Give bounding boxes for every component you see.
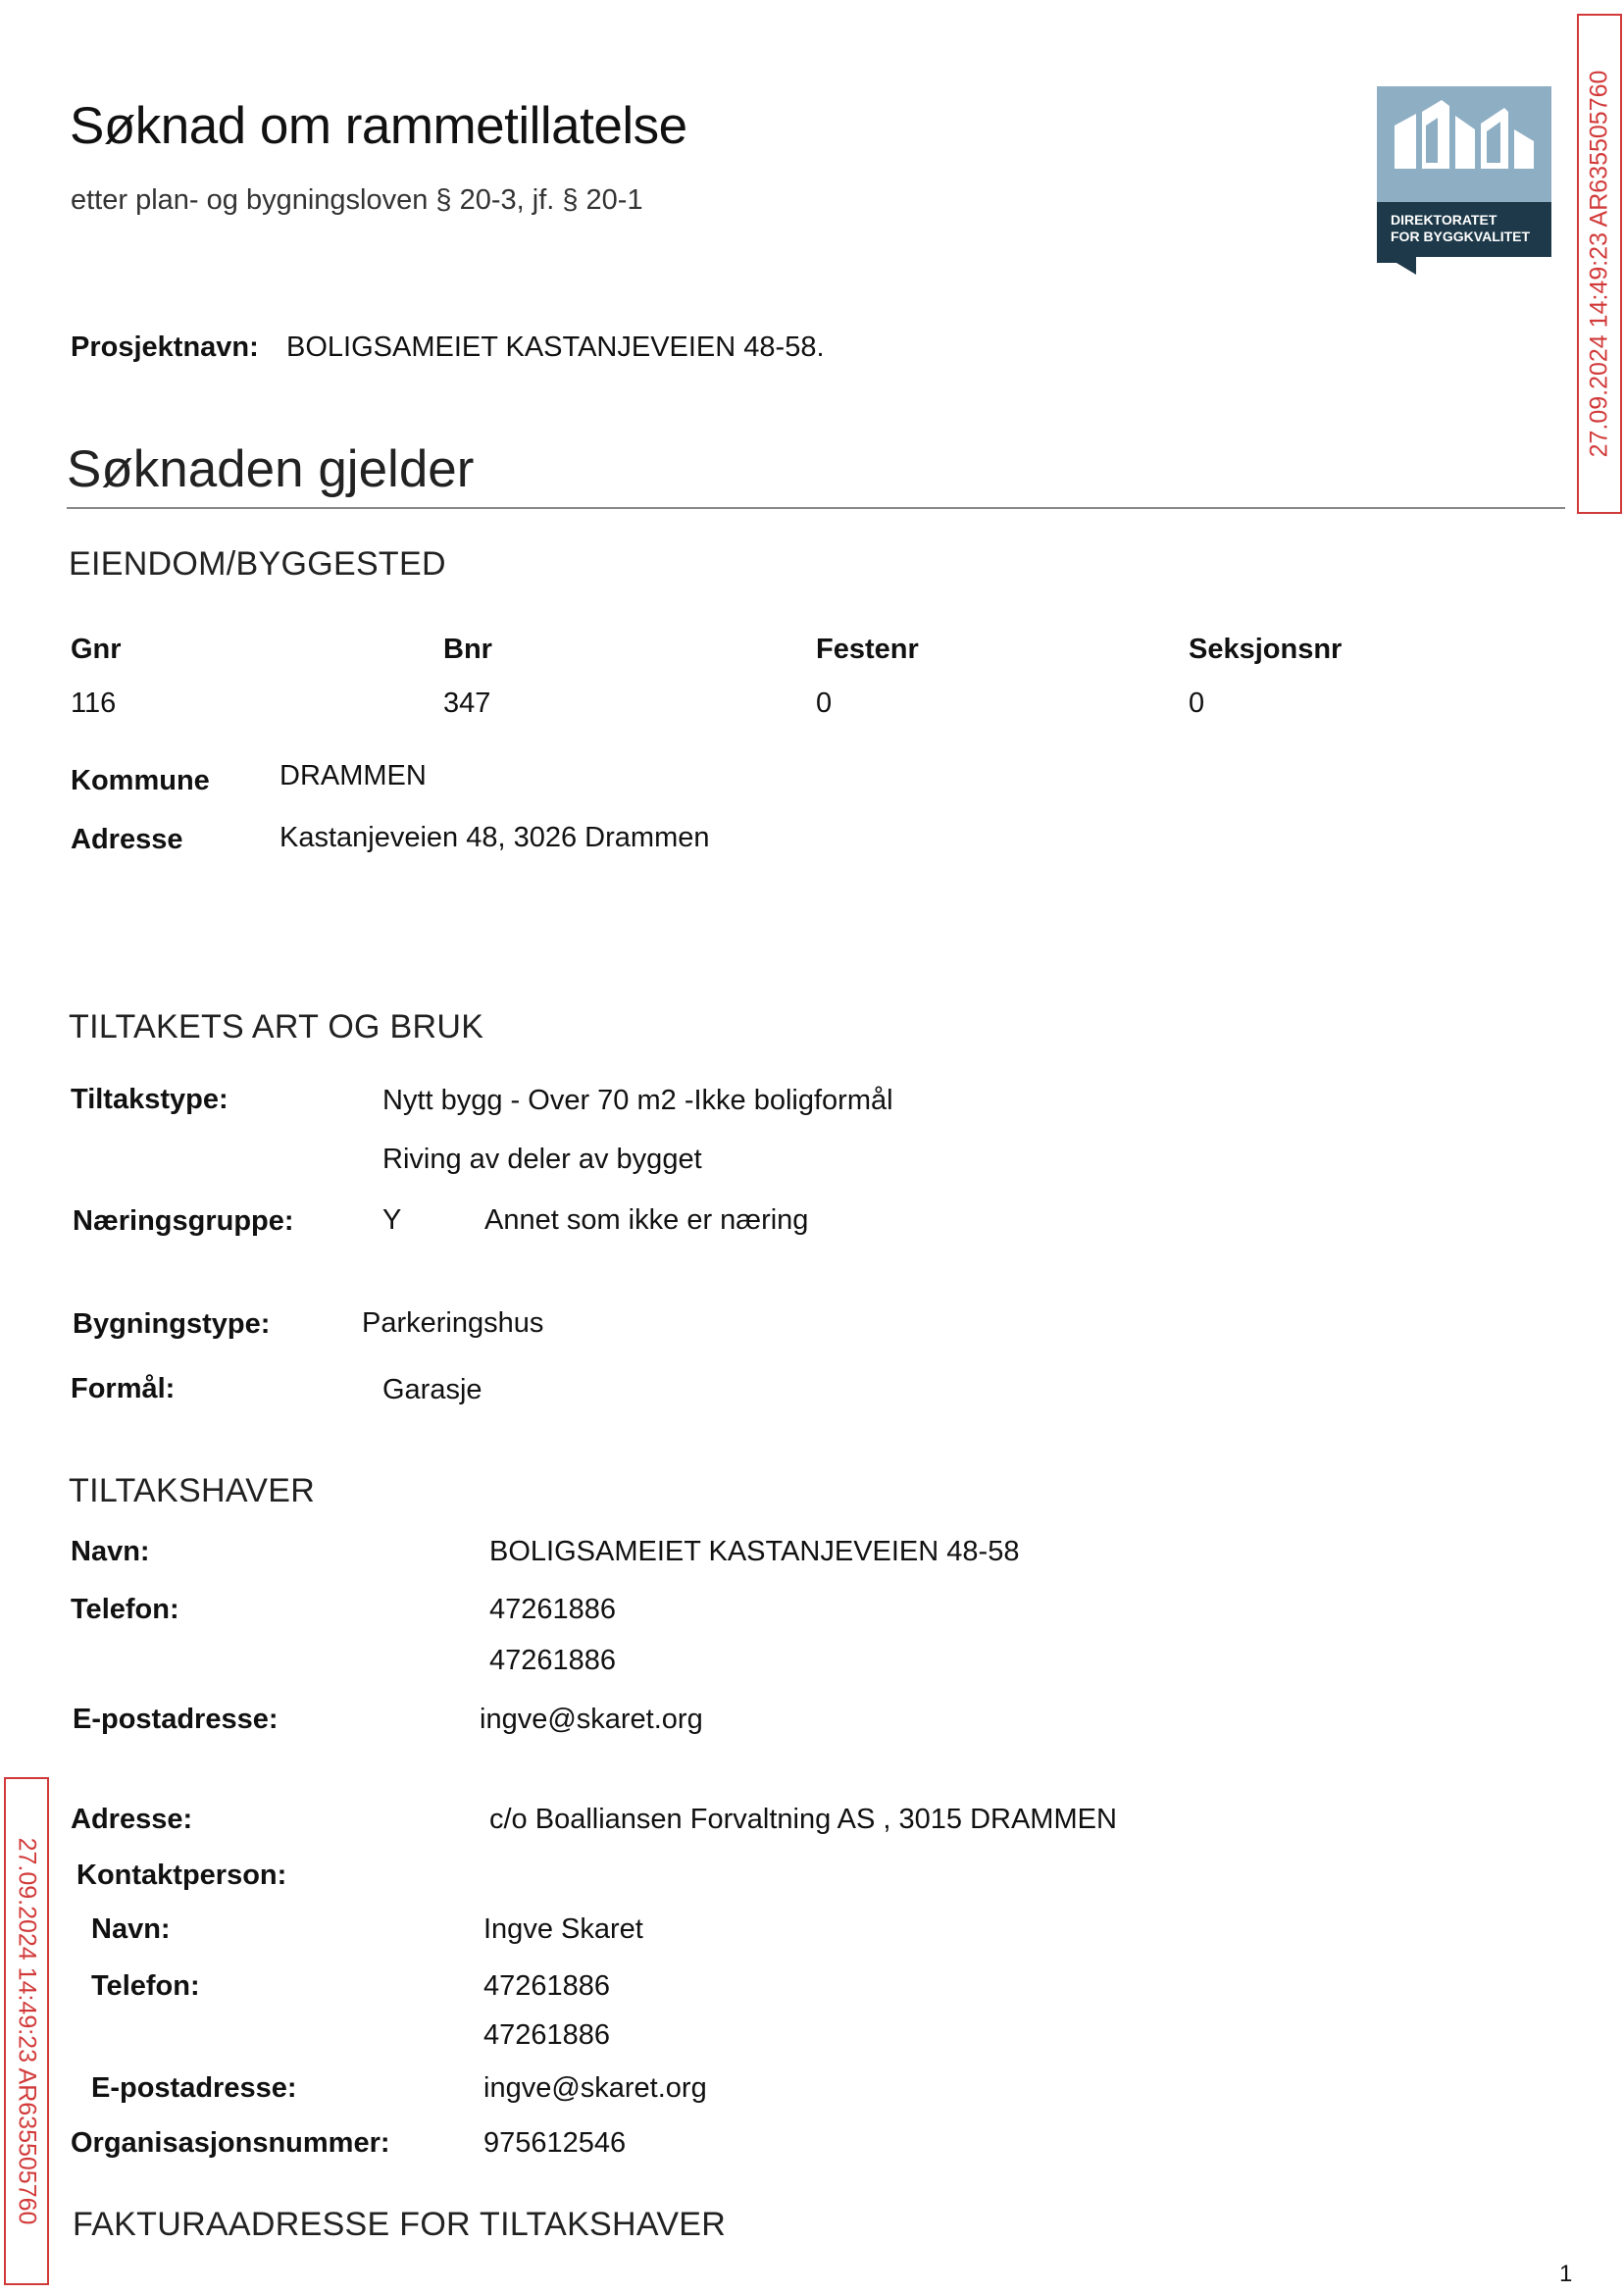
kontakt-epost-label: E-postadresse: bbox=[91, 2072, 297, 2104]
naeringsgruppe-value: Annet som ikke er næring bbox=[484, 1204, 809, 1236]
kontakt-epost-value: ingve@skaret.org bbox=[483, 2072, 707, 2104]
formal-label: Formål: bbox=[71, 1373, 176, 1404]
kontakt-telefon-value-2: 47261886 bbox=[483, 2019, 611, 2051]
bygningstype-label: Bygningstype: bbox=[73, 1308, 271, 1340]
tiltakshaver-epost-value: ingve@skaret.org bbox=[480, 1704, 703, 1735]
document-title: Søknad om rammetillatelse bbox=[70, 97, 687, 155]
seksjonsnr-label: Seksjonsnr bbox=[1189, 634, 1343, 665]
section-heading: Søknaden gjelder bbox=[67, 440, 475, 498]
bnr-value: 347 bbox=[443, 688, 491, 719]
adresse-label: Adresse bbox=[71, 824, 183, 855]
naeringsgruppe-code: Y bbox=[382, 1204, 402, 1236]
document-subtitle: etter plan- og bygningsloven § 20-3, jf. § 20-1 bbox=[71, 184, 643, 216]
adresse-value: Kastanjeveien 48, 3026 Drammen bbox=[279, 822, 710, 853]
tiltak-heading: TILTAKETS ART OG BRUK bbox=[69, 1008, 484, 1045]
orgnr-label: Organisasjonsnummer: bbox=[71, 2127, 390, 2159]
orgnr-value: 975612546 bbox=[483, 2127, 627, 2159]
logo-text-line1: DIREKTORATET bbox=[1391, 212, 1497, 228]
gnr-label: Gnr bbox=[71, 634, 122, 665]
formal-value: Garasje bbox=[382, 1374, 482, 1405]
bnr-label: Bnr bbox=[443, 634, 492, 665]
naeringsgruppe-label: Næringsgruppe: bbox=[73, 1205, 294, 1237]
tiltakshaver-telefon-value-2: 47261886 bbox=[489, 1645, 617, 1676]
kontakt-telefon-value-1: 47261886 bbox=[483, 1970, 611, 2002]
tiltakshaver-heading: TILTAKSHAVER bbox=[69, 1472, 316, 1509]
tiltakstype-value-2: Riving av deler av bygget bbox=[382, 1144, 702, 1175]
bygningstype-value: Parkeringshus bbox=[362, 1307, 544, 1339]
section-divider bbox=[67, 507, 1565, 509]
seksjonsnr-value: 0 bbox=[1189, 688, 1205, 719]
tiltakstype-label: Tiltakstype: bbox=[71, 1084, 228, 1115]
tiltakshaver-adresse-value: c/o Boalliansen Forvaltning AS , 3015 DRAMMEN bbox=[489, 1804, 1117, 1835]
property-heading: EIENDOM/BYGGESTED bbox=[69, 545, 446, 583]
kommune-value: DRAMMEN bbox=[279, 760, 427, 791]
kontakt-navn-value: Ingve Skaret bbox=[483, 1913, 643, 1945]
project-name-value: BOLIGSAMEIET KASTANJEVEIEN 48-58. bbox=[286, 331, 825, 363]
tiltakshaver-adresse-label: Adresse: bbox=[71, 1804, 193, 1835]
dibk-logo bbox=[1377, 86, 1551, 275]
faktura-heading: FAKTURAADRESSE FOR TILTAKSHAVER bbox=[73, 2206, 727, 2243]
page-number: 1 bbox=[1559, 2261, 1573, 2287]
kontakt-telefon-label: Telefon: bbox=[91, 1970, 200, 2002]
archive-stamp-top bbox=[1577, 14, 1622, 514]
gnr-value: 116 bbox=[71, 688, 117, 719]
tiltakshaver-navn-label: Navn: bbox=[71, 1536, 150, 1567]
festenr-label: Festenr bbox=[816, 634, 919, 665]
festenr-value: 0 bbox=[816, 688, 833, 719]
tiltakstype-value-1: Nytt bygg - Over 70 m2 -Ikke boligformål bbox=[382, 1085, 893, 1116]
tiltakshaver-telefon-value-1: 47261886 bbox=[489, 1594, 617, 1625]
tiltakshaver-telefon-label: Telefon: bbox=[71, 1594, 179, 1625]
kommune-label: Kommune bbox=[71, 765, 210, 796]
stamp-text: 27.09.2024 14:49:23 AR635505760 bbox=[13, 1837, 41, 2225]
logo-text-line2: FOR BYGGKVALITET bbox=[1391, 229, 1531, 244]
tiltakshaver-navn-value: BOLIGSAMEIET KASTANJEVEIEN 48-58 bbox=[489, 1536, 1020, 1567]
kontakt-navn-label: Navn: bbox=[91, 1913, 171, 1945]
kontaktperson-label: Kontaktperson: bbox=[76, 1860, 287, 1891]
stamp-text: 27.09.2024 14:49:23 AR635505760 bbox=[1585, 70, 1613, 458]
project-name-label: Prosjektnavn: bbox=[71, 331, 259, 363]
archive-stamp-bottom bbox=[4, 1777, 49, 2285]
tiltakshaver-epost-label: E-postadresse: bbox=[73, 1704, 279, 1735]
